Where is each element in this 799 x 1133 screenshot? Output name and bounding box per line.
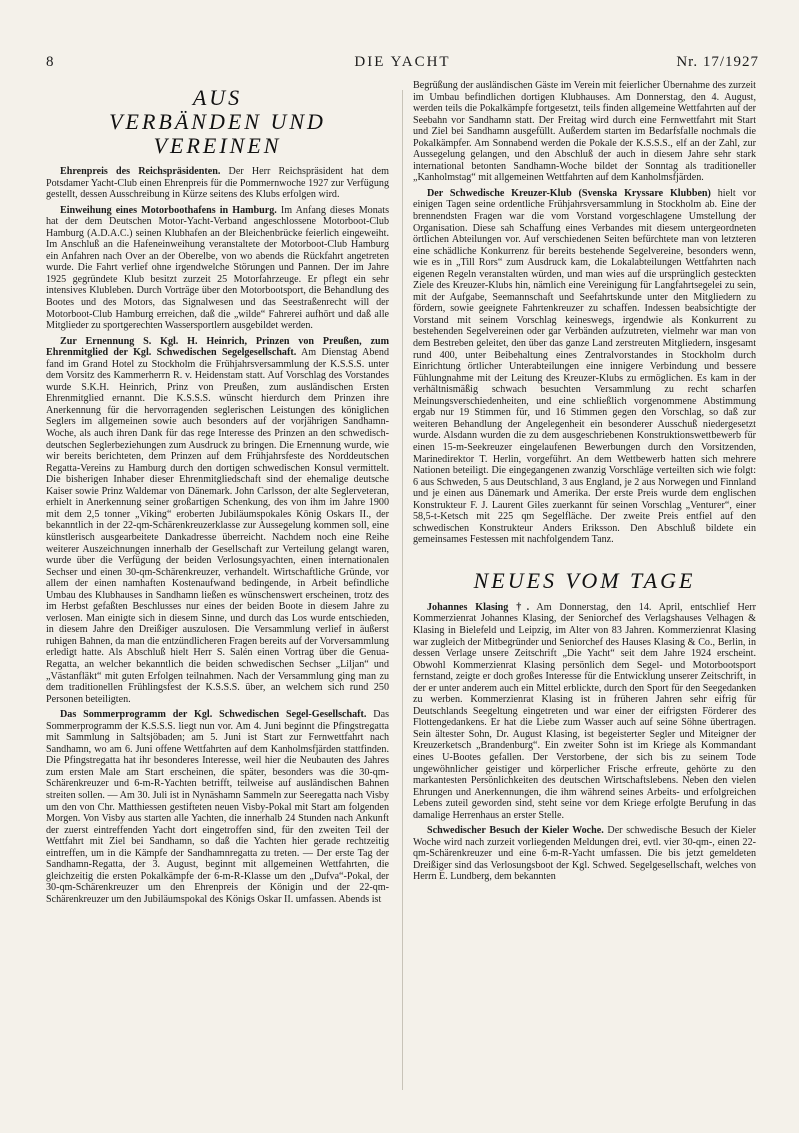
running-head [46,54,759,76]
article-ernennung [46,336,389,706]
article-heading: Einweihung eines Motorboothafens in Hamburg. [60,204,277,216]
section-title-line2: VERBÄNDEN UND VEREINEN [109,109,326,158]
article-heading: Schwedischer Besuch der Kieler Woche. [427,825,604,837]
page-number: 8 [46,54,55,70]
article-reichspraesident [46,166,389,201]
left-column [46,86,389,1101]
article-text: Am Dienstag Abend fand im Grand Hotel zu Stockholm die Frühjahrsversammlung der K.S.S.S. unter dem Vorsitz des Kammerherrn R. v. Heidenstam statt. Auf Vorschlag des Vorstandes wurde S.K.H. Heinrich, Prinz von Preußen, zum ausländischen Ersten Ehrenmitglied ernannt. Die K.S.S.S. wünscht hierdurch dem Prinzen ihre Anerkennung für die hervorragenden seglerischen Leistungen des königlichen Seglers im allgemeinen sowie auch besonders auf der vorjährigen Sandhamn-Woche, als auch ihren Dank für das rege Interesse des Prinzen an den schwedisch-deutschen Seglerbeziehungen zum Ausdruck zu bringen. Die Ernennung wurde, wie wir bereits berichteten, dem Prinzen auf dem Frühjahrsfeste des Norddeutschen Regatta-Vereins zu Hamburg durch den dortigen schwedischen Konsul vermittelt. Die bisherigen Inhaber dieser Ehrenmitgliedschaft sind der ehemalige deutsche Kaiser sowie Prinz Waldemar von Dänemark. John Carlsson, der alte Seglerveteran, erhielt in Anerkennung seiner großartigen Schenkung, des von ihm im Jahre 1900 mit dem 2,5 tonner „Viking“ eroberten Jubiläumspokales König Oskars II., der bekanntlich in der 22-qm-Schärenkreuzerklasse zur Aussegelung kommen soll, eine künstlerisch ausgearbeitete Dankadresse überreicht. Nachdem noch eine Reihe weiterer Auszeichnungen innerhalb der Gesellschaft zur Verteilung gelangt waren, wurde über die Verfügung der beiden Verlosungsyachten, einen internationalen Sechser und einen 30-qm-Schärenkreuzer, verhandelt. Wirtschaftliche Gründe, vor allem der einen namhaften Kostenaufwand bedingende, in Arbeit befindliche Umbau des Klubhauses in Sandhamn ließen es wünschenswert erscheinen, trotz des im Herbst gefaßten Beschlusses nur eines der beiden Boote in diesem Jahre zu verlosen. Man einigte sich in diesem Sinne, und durch das Los wurde entschieden, in diesem Jahre den Dreißiger auszulosen. Die Versammlung verlief in äußerst ruhigen Bahnen, da man die entzündlicheren Fragen bereits auf der Vorversammlung erledigt hatte. Als Abschluß hielt Herr S. Salén einen Vortrag über die Genua-Regatta, an welcher bekanntlich die beiden schwedischen Sechser „Liljan“ und „Västanfläkt“ mit guten Erfolgen teilnahmen. Nach der Versammlung ging man zu dem traditionellen Frühlingsfest der K.S.S.S. über, an welchem sich rund 250 Personen beteiligten. [46,347,389,705]
section-title-neues: NEUES VOM TAGE [473,567,696,593]
article-text: Am Donnerstag, den 14. April, entschlief Herr Kommerzienrat Johannes Klasing, der Seniorchef des Verlagshauses Velhagen & Klasing in Bielefeld und Leipzig, im Alter von 83 Jahren. Kommerzienrat Klasing war zugleich der Mitbegründer und Seniorchef des Hauses Klasing & Co., Berlin, in dessen Verlage unsere Zeitschrift „Die Yacht“ seit dem Jahre 1924 erscheint. Obwohl Kommerzienrat Klasing persönlich dem Segel- und Motorbootsport fernstand, zeigte er doch großes Interesse für die Entwicklung unserer Zeitschrift, in der er unter anderem auch ein Mittel erblickte, durch den Sport für den Seegedanken zu werben. Kommerzienrat Klasing ist in früheren Jahren sehr eifrig für Deutschlands Seegeltung eingetreten und war einer der eifrigsten Förderer des Flottengedankens. Er hat die Liebe zum Wasser auch auf seine Söhne übertragen. Sein ältester Sohn, Dr. August Klasing, ist begeisterter Segler und Miteigner der Kreuzerketsch „Brandenburg“. Ein zweiter Sohn ist im Kriege als Kommandant eines U-Bootes gefallen. Der Verstorbene, der sich bis zu seinem Tode ungewöhnlicher geistiger und körperlicher Frische erfreute, gehörte zu den markantesten Persönlichkeiten des deutschen Wirtschaftslebens. Neben den vielen Ehrungen und Anerkennungen, die ihm während seines Arbeits- und erfolgreichen Lebens zuteil geworden sind, steht seine vor dem Kriege erfolgte Berufung in das damalige Herrenhaus an erster Stelle. [413,601,756,821]
article-text: Der Herr Reichspräsident hat dem Potsdamer Yacht-Club einen Ehrenpreis für die Pommernwoche 1927 zur Verfügung gestellt, dessen Ausschreibung in Kürze seitens des Klubs erfolgen wird. [46,166,389,201]
journal-title: DIE YACHT [354,54,451,70]
article-text: Der schwedische Besuch der Kieler Woche wird nach zurzeit vorliegenden Meldungen drei, evtl. vier 30-qm-, einen 22-qm-Schärenkreuzer und eine 6-m-R-Yacht umfassen. Die bis jetzt gemeldeten Dreißiger sind das Verlosungsboot der Kgl. Schwed. Segelgesellschaft, welches von Herrn E. Lundberg, dem bekannten [413,825,756,883]
article-heading: Johannes Klasing †. [427,601,530,613]
article-text: hielt vor einigen Tagen seine ordentliche Frühjahrsversammlung in Stockholm ab. Eine der brennendsten Fragen war die vom Vorstand vorgeschlagene Umstellung der Organisation. Diese sah Schaffung eines Verbandes mit diesem untergeordneten örtlichen Abteilungen vor. Auf verschiedenen Seiten befürchtete man von letzteren eine schädliche Konkurrenz für bereits bestehende Segelvereine, besonders wenn, wie es in „Till Rors“ zum Ausdruck kam, die Lokalabteilungen Wettfahrten nach eigenen Regeln veranstalten würden, und man wies auf die ursprünglich gesteckten Ziele des Kreuzer-Klubs hin, nämlich eine Vereinigung für Langfahrtsegelei zu sein, mit der Aufgabe, Seemannschaft und Seefahrtskunde unter den Mitgliedern zu fördern, sowie geeignete Fahrtenkreuzer zu schaffen. Indessen beabsichtigte der Vorstand mit seinem Vorschlag keineswegs, irgendwie als Konkurrent zu bestehenden Segelvereinen oder gar Verbänden aufzutreten, vielmehr war man von dem Bestreben geleitet, den über das ganze Land zerstreuten Mitgliedern, insgesamt rund 400, unter Beibehaltung eines Zentralvorstandes in Stockholm durch Einrichtung örtlicher Unterabteilungen eine innigere Verbindung und bessere Fühlungnahme mit der Leitung des Kreuzer-Klubs zu ermöglichen. Es kam in der verhältnismäßig schwach besuchten Versammlung zu recht scharfen Meinungsverschiedenheiten, und eine schließlich vorgenommene Abstimmung ergab nur 19 Stimmen für, und 16 Stimmen gegen den Vorschlag, so daß zur weiteren Behandlung der Angelegenheit ein besonderer Ausschuß niedergesetzt wurde. Alsdann wurden die zu dem ausgeschriebenen Konstruktionswettbewerb für einen 15-m-Seekreuzer eingelaufenen Bewerbungen durch den Vorsitzenden, Marinedirektor T. Herlin, vorgeführt. An dem Wettbewerb hatten sich mehrere Nationen beteiligt. Die eingegangenen zwanzig Vorschläge verteilten sich wie folgt: 6 aus Schweden, 5 aus Deutschland, 3 aus England, je 2 aus Norwegen und Finnland und je einen aus Dänemark und Amerika. Der erste Preis wurde dem englischen Konstrukteur F. J. Laurent Giles zuerkannt für seinen Vorschlag „Venturer“, einer 58,5-t-Ketsch mit 225 qm Segelfläche. Der zweite Preis entfiel auf den schwedischen Konstrukteur Anders Eriksson. Den Abschluß bildete ein gemeinsames Festessen mit nachfolgendem Tanz. [413,187,756,546]
issue-number: Nr. 17/1927 [676,54,759,70]
article-heading: Ehrenpreis des Reichspräsidenten. [60,166,221,177]
article-motorboothafen [46,205,389,332]
section-title-line1: AUS [192,86,243,110]
article-kieler-woche [413,825,756,883]
article-kreuzer-klub [413,188,756,546]
article-continuation [413,80,756,184]
spacer [413,550,756,562]
article-text: Das Sommerprogramm der K.S.S.S. liegt nun vor. Am 4. Juni beginnt die Pfingstregatta mit Sammlung in Saltsjöbaden; am 5. Juni ist Start zur Fernwettfahrt nach Sandhamn, wo am 6. Juni offene Wettfahrten auf dem Kanholmsfjärden stattfinden. Die Pfingstregatta hat ihr besonderes Interesse, weil hier die Neubauten des Jahres zum ersten Male am Start erscheinen, die später, besonders was die 30-qm-Schärenkreuzer und 6-m-R-Yachten betrifft, teilweise auf ausländischen Bahnen streiten sollen. — Am 30. Juli ist in Nynäshamn Sammeln zur Seeregatta nach Visby um den von Chr. Matthiessen gestifteten neuen Visby-Pokal mit Start am folgenden Morgen. Von Visby aus starten alle Yachten, die innerhalb 24 Stunden nach Ankunft der zuerst eintreffenden Yacht dort eingetroffen sind, für den zweiten Teil der Wettfahrt mit Ziel bei Sandhamn, so daß die Yachten hier gerade rechtzeitig eintreffen, um in die Kämpfe der Sandhamnregatta zu treten. — Der erste Tag der Sandhamn-Regatta, der 3. August, beginnt mit allgemeinen Wettfahrten, die gleichzeitig die ersten Pokalkämpfe der 6-m-R-Klasse um den „Dufva“-Pokal, der 30-qm-Schärenkreuzer um den Ehrenpreis der Königin und der 22-qm-Schärenkreuzer um den Jubiläumspokal des Königs Oskar II. umfassen. Abends ist [46,709,389,905]
article-text: Begrüßung der ausländischen Gäste im Verein mit feierlicher Übernahme des zurzeit im Umbau befindlichen dortigen Klubhauses. Am Donnerstag, den 4. August, werden teils die Pokalkämpfe fortgesetzt, teils finden allgemeine Wettfahrten auf der Seebahn vor Sandhamn statt. Der Freitag wird durch eine Fernwettfahrt mit Start und Ziel bei Sandhamn ausgefüllt. Außerdem starten im Bedarfsfalle nochmals die Pokalkämpfer. Am Sonnabend werden die Pokale der K.S.S.S., elf an der Zahl, zur Aussegelung gelangen, und den Abschluß der auch in diesem Jahre sehr stark international betonten Sandhamn-Woche bildet der Sonntag als traditioneller „Kanholmstag“ mit allgemeinen Wettfahrten auf dem Kanholmsfjärden. [413,80,756,184]
article-heading: Zur Ernennung S. Kgl. H. Heinrich, Prinzen von Preußen, zum Ehrenmitglied der Kgl. Schwedischen Segelgesellschaft. [46,335,389,359]
article-heading: Das Sommerprogramm der Kgl. Schwedischen Segel-Gesellschaft. [60,709,367,721]
column-divider [402,90,403,1090]
article-klasing [413,602,756,821]
article-heading: Der Schwedische Kreuzer-Klub (Svenska Kryssare Klubben) [427,187,711,199]
right-column [413,80,756,1095]
article-text: Im Anfang dieses Monats hat der dem Deutschen Motor-Yacht-Verband angeschlossene Motorboot-Club Hamburg (A.D.A.C.) seinen Klubhafen an der Bleichenbrücke feierlich eingeweiht. Im Anschluß an die Hafeneinweihung veranstaltete der Motorboot-Club Hamburg ein Anfahren nach Over an der Oberelbe, von wo abends die Rückfahrt angetreten wurde. Die Fahrt verlief ohne irgendwelche Störungen und Pannen. Der im Jahre 1925 gegründete Klub besitzt zurzeit 25 Motorfahrzeuge. Er pflegt ein sehr intensives Klubleben. Durch Vorträge über den Motorbootsport, die Behandlung des Bootes und des Motors, das Signalwesen und das Seestraßenrecht will der Motorboot-Club Hamburg erreichen, daß die „wilde“ Fahrerei aufhört und daß alle Mitglieder zu sportgerechten Wassersportlern ausgebildet werden. [46,204,389,332]
article-sommerprogramm [46,709,389,905]
